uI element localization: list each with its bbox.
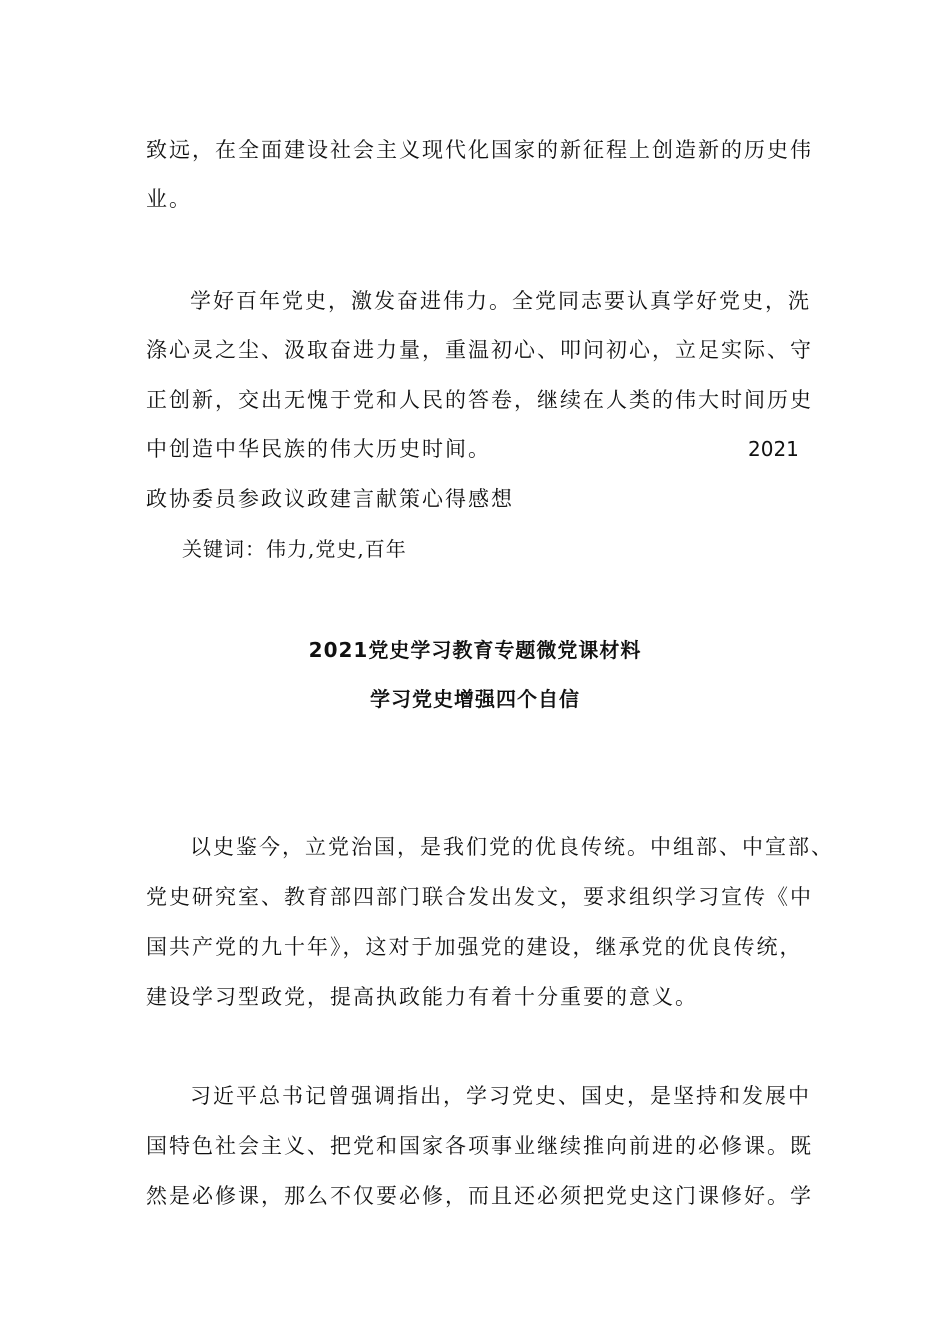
paragraph-4-line-2: 国特色社会主义、把党和国家各项事业继续推向前进的必修课。既	[146, 1134, 813, 1158]
paragraph-1-line-2: 业。	[146, 187, 192, 211]
paragraph-3-line-3: 国共产党的九十年》，这对于加强党的建设，继承党的优良传统，	[146, 935, 803, 959]
paragraph-4-line-1: 习近平总书记曾强调指出，学习党史、国史，是坚持和发展中	[190, 1084, 811, 1108]
paragraph-1-line-1: 致远，在全面建设社会主义现代化国家的新征程上创造新的历史伟	[146, 138, 813, 162]
paragraph-2-line-4: 中创造中华民族的伟大历史时间。	[146, 437, 491, 461]
paragraph-3-line-4: 建设学习型政党，提高执政能力有着十分重要的意义。	[146, 985, 698, 1009]
year-label: 2021	[748, 437, 799, 461]
paragraph-4-line-3: 然是必修课，那么不仅要必修，而且还必须把党史这门课修好。学	[146, 1184, 813, 1208]
keywords-line: 关键词：伟力,党史,百年	[182, 537, 407, 561]
paragraph-3-line-1: 以史鉴今，立党治国，是我们党的优良传统。中组部、中宣部、	[190, 835, 834, 859]
document-title: 2021党史学习教育专题微党课材料	[308, 638, 642, 662]
paragraph-3-line-2: 党史研究室、教育部四部门联合发出发文，要求组织学习宣传《中	[146, 885, 813, 909]
paragraph-2-line-1: 学好百年党史，激发奋进伟力。全党同志要认真学好党史，洗	[190, 289, 811, 313]
paragraph-2-line-3: 正创新，交出无愧于党和人民的答卷，继续在人类的伟大时间历史	[146, 388, 813, 412]
document-subtitle: 学习党史增强四个自信	[370, 687, 580, 711]
paragraph-2-line-5: 政协委员参政议政建言献策心得感想	[146, 487, 514, 511]
paragraph-2-line-2: 涤心灵之尘、汲取奋进力量，重温初心、叩问初心，立足实际、守	[146, 338, 813, 362]
